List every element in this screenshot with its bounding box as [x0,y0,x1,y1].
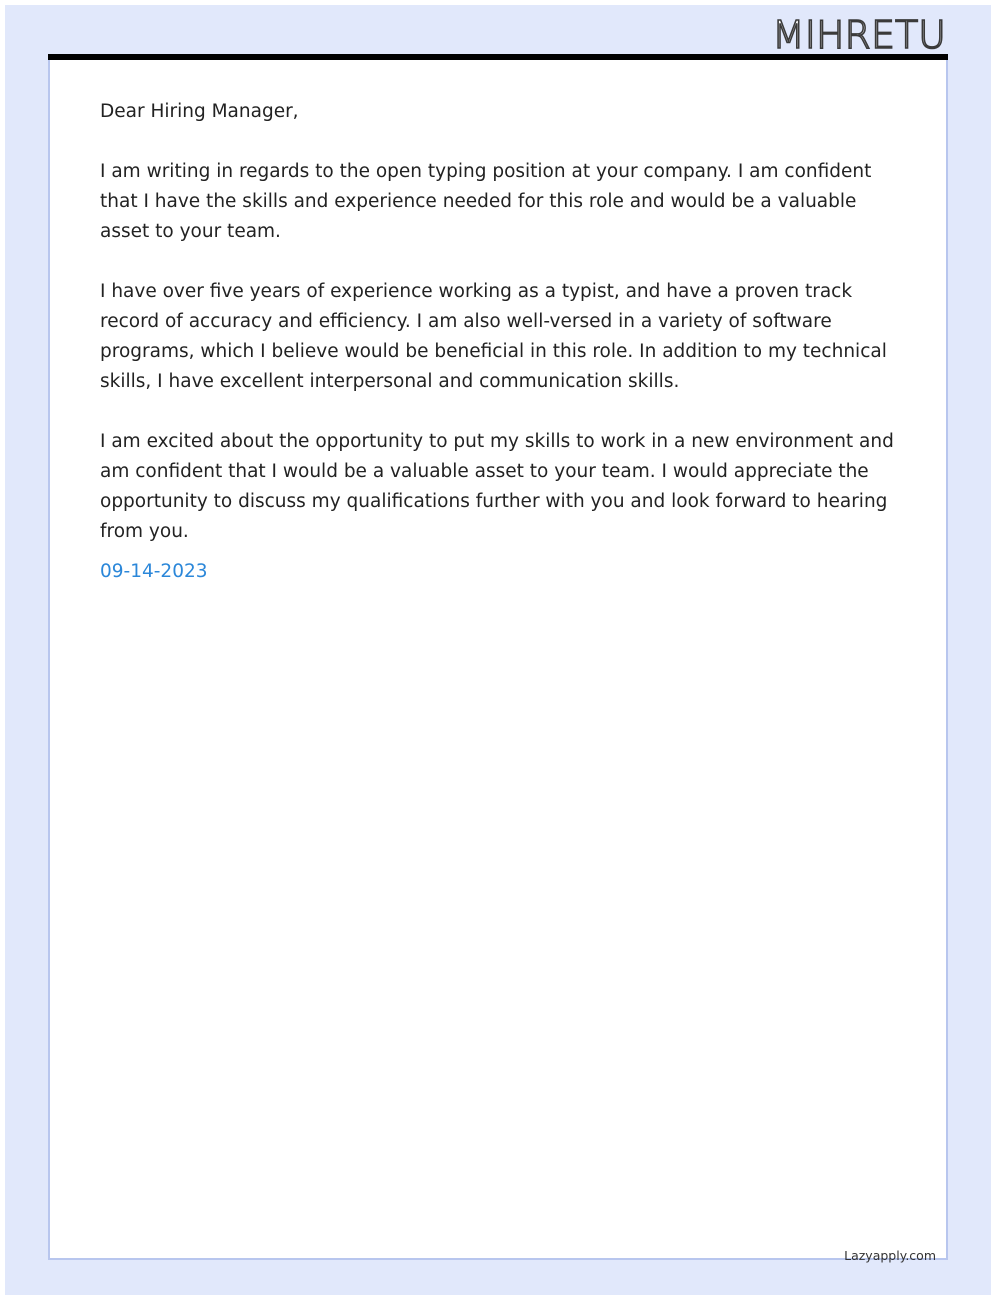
brand-name: MIHRETU [771,13,946,57]
letter-body [100,97,900,587]
watermark-text: Lazyapply.com [844,1248,936,1263]
salutation: Dear Hiring Manager, [100,101,299,122]
paragraph-experience: I have over five years of experience working as a typist, and have a proven track record of accuracy and efficiency. I am also well-versed in a variety of software programs, which I believe would be beneficial in this role. In addition to my technical skills, I have excellent interpersonal and communication skills. [100,281,887,392]
paragraph-closing: I am excited about the opportunity to put my skills to work in a new environment and am confident that I would be a valuable asset to your team. I would appreciate the opportunity to discuss my qualifications further with you and look forward to hearing from you. [100,431,894,542]
paragraph-intro: I am writing in regards to the open typing position at your company. I am confident that I have the skills and experience needed for this role and would be a valuable asset to your team. [100,161,872,242]
letter-date: 09-14-2023 [100,561,208,582]
